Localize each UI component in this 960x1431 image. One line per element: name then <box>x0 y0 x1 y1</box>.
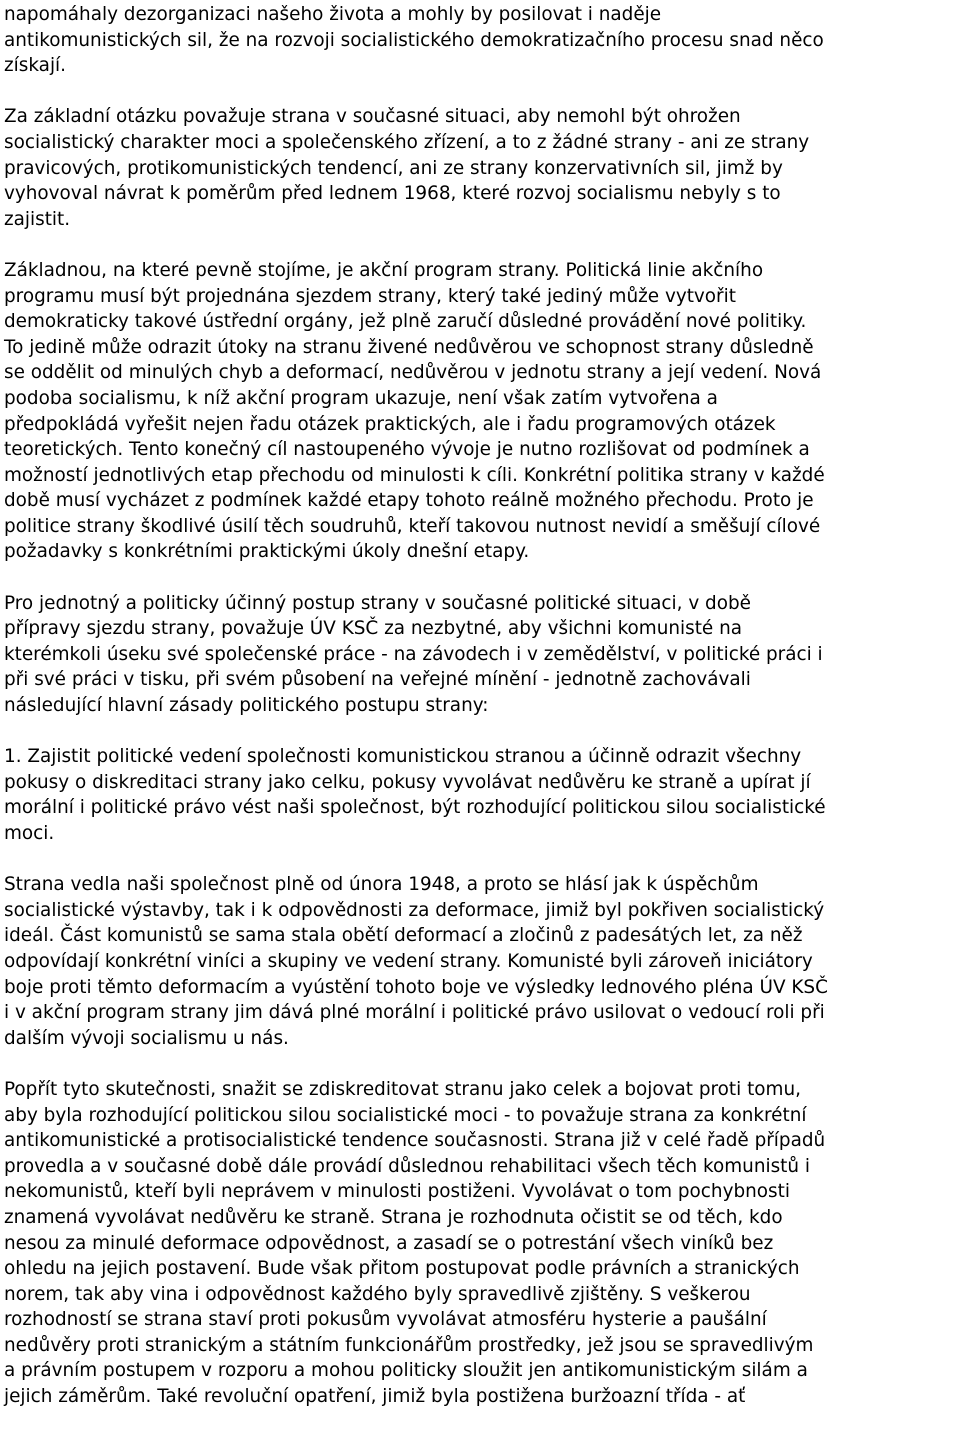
paragraph-2: Za základní otázku považuje strana v současné situaci, aby nemohl být ohrožen socialistický charakter moci a společenského zřízení, a to z žádné strany - ani ze strany pravicových, protikomunistických tendencí, ani ze strany konzervativních sil, jimž by vyhovoval návrat k poměrům před lednem 1968, které rozvoj socialismu nebyly s to zajistit. <box>4 106 810 230</box>
paragraph-1: napomáhaly dezorganizaci našeho života a mohly by posilovat i naděje antikomunistických sil, že na rozvoji socialistického demokratizačního procesu snad něco získají. <box>4 4 824 77</box>
paragraph-3: Základnou, na které pevně stojíme, je akční program strany. Politická linie akčního programu musí být projednána sjezdem strany, který také jediný může vytvořit demokraticky takové ústřední orgány, jež plně zaručí důsledné provádění nové politiky. To jedině může odrazit útoky na stranu živené nedůvěrou ve schopnost strany důsledně se oddělit od minulých chyb a deformací, nedůvěrou v jednotu strany a její vedení. Nová podoba socialismu, k níž akční program ukazuje, není však zatím vytvořena a předpokládá vyřešit nejen řadu otázek praktických, ale i řadu programových otázek teoretických. Tento konečný cíl nastoupeného vývoje je nutno rozlišovat od podmínek a možností jednotlivých etap přechodu od minulosti k cíli. Konkrétní politika strany v každé době musí vycházet z podmínek každé etapy tohoto reálně možného přechodu. Proto je politice strany škodlivé úsilí těch soudruhů, kteří takovou nutnost nevidí a směšují cílové požadavky s konkrétními praktickými úkoly dnešní etapy. <box>4 259 825 563</box>
paragraph-6: Strana vedla naši společnost plně od února 1948, a proto se hlásí jak k úspěchům socialistické výstavby, tak i k odpovědnosti za deformace, jimiž byl pokřiven socialistický ideál. Část komunistů se sama stala obětí deformací a zločinů z padesátých let, za něž odpovídají konkrétní viníci a skupiny ve vedení strany. Komunisté byli zároveň iniciátory boje proti těmto deformacím a vyústění tohoto boje ve výsledky lednového pléna ÚV KSČ i v akční program strany jim dává plné morální i politické právo usilovat o vedoucí roli při dalším vývoji socialismu u nás. <box>4 874 828 1049</box>
paragraph-4: Pro jednotný a politicky účinný postup strany v současné politické situaci, v době přípravy sjezdu strany, považuje ÚV KSČ za nezbytné, aby všichni komunisté na kterémkoli úseku své společenské práce - na závodech i v zemědělství, v politické práci i při své práci v tisku, při svém působení na veřejné mínění - jednotně zachovávali následující hlavní zásady politického postupu strany: <box>4 592 823 717</box>
paragraph-7: Popřít tyto skutečnosti, snažit se zdiskreditovat stranu jako celek a bojovat proti tomu, aby byla rozhodující politickou silou socialistické moci - to považuje strana za konkrétní antikomunistické a protisocialistické tendence současnosti. Strana již v celé řadě případů provedla a v současné době dále provádí důslednou rehabilitaci všech těch komunistů i nekomunistů, kteří byli neprávem v minulosti postiženi. Vyvolávat o tom pochybnosti znamená vyvolávat nedůvěru ke straně. Strana je rozhodnuta očistit se od těch, kdo nesou za minulé deformace odpovědnost, a zasadí se o potrestání všech viníků bez ohledu na jejich postavení. Bude však přitom postupovat podle právních a stranických norem, tak aby vina i odpovědnost každého byly spravedlivě zjištěny. S veškerou rozhodností se strana staví proti pokusům vyvolávat atmosféru hysterie a paušální nedůvěry proti stranickým a státním funkcionářům prostředky, jež jsou se spravedlivým a právním postupem v rozporu a mohou politicky sloužit jen antikomunistickým silám a jejich záměrům. Také revoluční opatření, jimiž byla postižena buržoazní třída - ať <box>4 1078 826 1408</box>
paragraph-5: 1. Zajistit politické vedení společnosti komunistickou stranou a účinně odrazit všechny pokusy o diskreditaci strany jako celku, pokusy vyvolávat nedůvěru ke straně a upírat jí morální i politické právo vést naši společnost, být rozhodující politickou silou socialistické moci. <box>4 746 826 844</box>
